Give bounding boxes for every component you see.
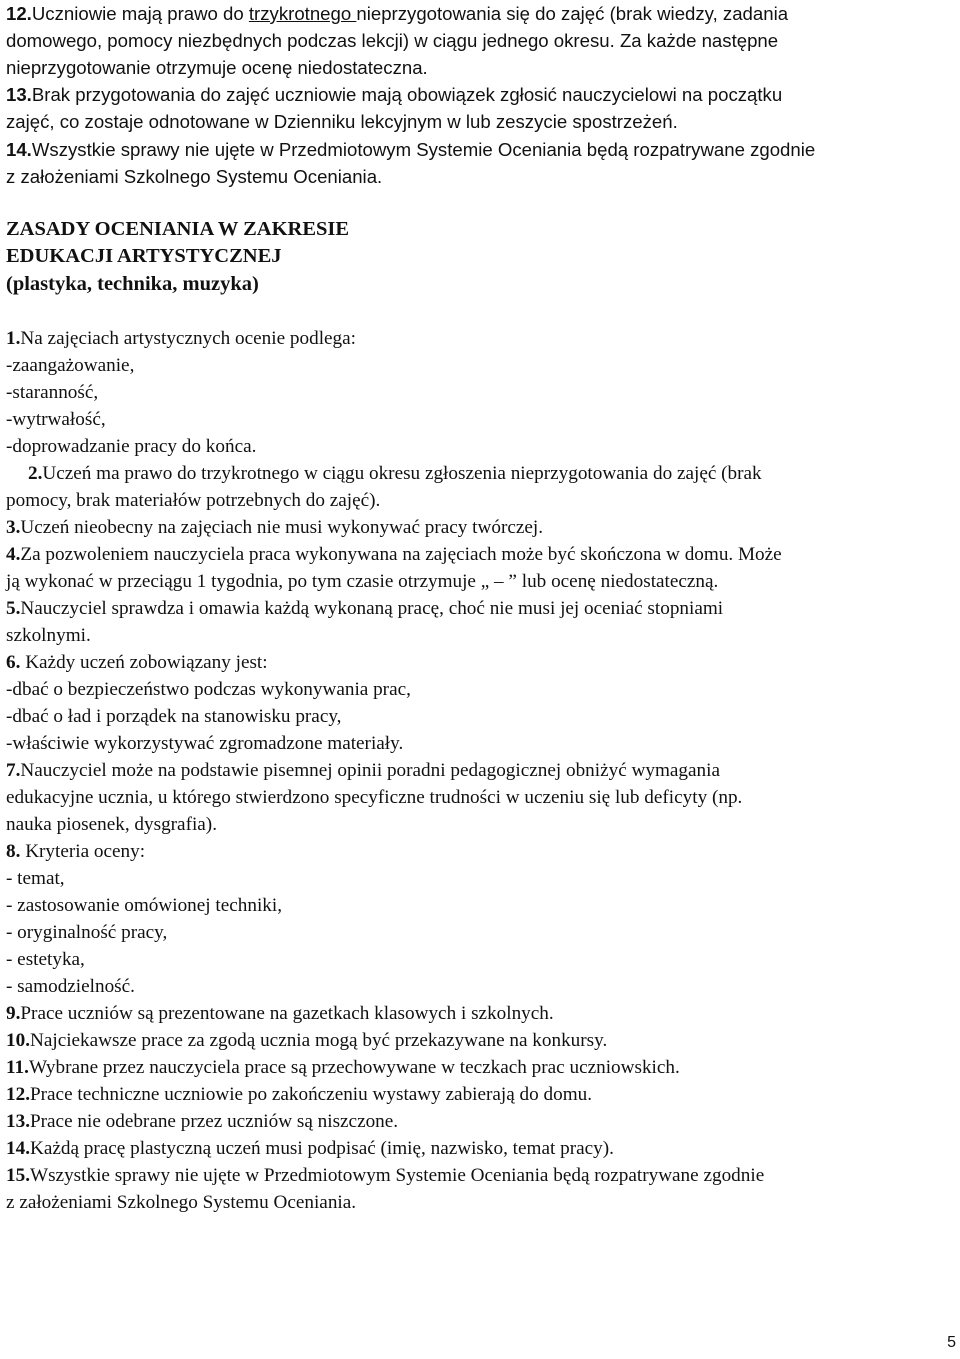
paragraph-13-line-1 bbox=[6, 81, 782, 108]
rule-number: 5. bbox=[6, 598, 21, 619]
rule-8-item: - temat, bbox=[6, 868, 65, 889]
rule-1-item: -staranność, bbox=[6, 382, 99, 403]
rule-number: 10. bbox=[6, 1030, 30, 1051]
paragraph-14-line-2: z założeniami Szkolnego Systemu Oceniania. bbox=[6, 166, 383, 187]
rule-7-line-2: edukacyjne ucznia, u którego stwierdzono specyficzne trudności w uczeniu się lub deficyty (np. bbox=[6, 787, 743, 808]
rule-text: Prace nie odebrane przez uczniów są niszczone. bbox=[29, 1111, 399, 1132]
page-number: 5 bbox=[947, 1334, 956, 1351]
paragraph-text: Wszystkie sprawy nie ujęte w Przedmiotowym Systemie Oceniania będą rozpatrywane zgodnie bbox=[31, 139, 816, 160]
rule-text: Nauczyciel może na podstawie pisemnej opinii poradni pedagogicznej obniżyć wymagania bbox=[20, 760, 720, 781]
rule-2-line-2: pomocy, brak materiałów potrzebnych do zajęć). bbox=[6, 490, 381, 511]
rule-text: Wszystkie sprawy nie ujęte w Przedmiotowym Systemie Oceniania będą rozpatrywane zgodnie bbox=[29, 1165, 765, 1186]
rule-4-line-2: ją wykonać w przeciągu 1 tygodnia, po tym czasie otrzymuje „ – ” lub ocenę niedostateczną. bbox=[6, 571, 719, 592]
rule-8-item: - oryginalność pracy, bbox=[6, 922, 168, 943]
paragraph-text: nieprzygotowania się do zajęć (brak wiedzy, zadania bbox=[356, 3, 789, 24]
rule-13 bbox=[6, 1108, 398, 1135]
rule-4-line-1 bbox=[6, 541, 782, 568]
rule-number: 4. bbox=[6, 544, 21, 565]
section-heading-line-1: ZASADY OCENIANIA W ZAKRESIE bbox=[6, 218, 350, 240]
rule-text: Każdą pracę plastyczną uczeń musi podpisać (imię, nazwisko, temat pracy). bbox=[29, 1138, 614, 1159]
rule-6-item: -właściwie wykorzystywać zgromadzone materiały. bbox=[6, 733, 404, 754]
rule-text: Najciekawsze prace za zgodą ucznia mogą być przekazywane na konkursy. bbox=[29, 1030, 608, 1051]
rule-8-item: - estetyka, bbox=[6, 949, 85, 970]
rule-text: Prace techniczne uczniowie po zakończeniu wystawy zabierają do domu. bbox=[29, 1084, 593, 1105]
rule-10 bbox=[6, 1027, 607, 1054]
rule-7-line-1 bbox=[6, 757, 720, 784]
rule-6 bbox=[6, 649, 268, 676]
rule-15-line-1 bbox=[6, 1162, 764, 1189]
paragraph-text: Uczniowie mają prawo do bbox=[31, 3, 249, 24]
rule-text: Uczeń ma prawo do trzykrotnego w ciągu okresu zgłoszenia nieprzygotowania do zajęć (brak bbox=[42, 463, 762, 484]
rule-8-item: - zastosowanie omówionej techniki, bbox=[6, 895, 283, 916]
rule-number: 2. bbox=[28, 463, 43, 484]
rule-text: Prace uczniów są prezentowane na gazetkach klasowych i szkolnych. bbox=[20, 1003, 554, 1024]
rule-text: Kryteria oceny: bbox=[20, 841, 146, 862]
rule-12 bbox=[6, 1081, 592, 1108]
rule-6-item: -dbać o ład i porządek na stanowisku pracy, bbox=[6, 706, 342, 727]
paragraph-number: 14. bbox=[6, 139, 32, 160]
rule-1 bbox=[6, 325, 356, 352]
rule-number: 12. bbox=[6, 1084, 30, 1105]
rule-number: 3. bbox=[6, 517, 21, 538]
rule-number: 1. bbox=[6, 328, 21, 349]
underlined-text: trzykrotnego bbox=[248, 3, 357, 24]
paragraph-number: 12. bbox=[6, 3, 32, 24]
section-heading-line-2: EDUKACJI ARTYSTYCZNEJ bbox=[6, 245, 282, 267]
rule-number: 8. bbox=[6, 841, 21, 862]
rule-1-item: -zaangażowanie, bbox=[6, 355, 135, 376]
rule-text: Nauczyciel sprawdza i omawia każdą wykonaną pracę, choć nie musi jej oceniać stopniami bbox=[20, 598, 724, 619]
rule-8 bbox=[6, 838, 145, 865]
rule-9 bbox=[6, 1000, 554, 1027]
rule-number: 7. bbox=[6, 760, 21, 781]
rule-14 bbox=[6, 1135, 614, 1162]
rule-number: 14. bbox=[6, 1138, 30, 1159]
rule-text: Na zajęciach artystycznych ocenie podlega: bbox=[20, 328, 356, 349]
rule-5-line-1 bbox=[6, 595, 723, 622]
paragraph-12-line-1 bbox=[6, 0, 788, 27]
rule-15-line-2: z założeniami Szkolnego Systemu Oceniania. bbox=[6, 1192, 357, 1213]
paragraph-number: 13. bbox=[6, 84, 32, 105]
rule-2-line-1 bbox=[28, 460, 762, 487]
paragraph-14-line-1 bbox=[6, 136, 815, 163]
rule-3 bbox=[6, 514, 543, 541]
rule-number: 11. bbox=[6, 1057, 29, 1078]
rule-1-item: -wytrwałość, bbox=[6, 409, 106, 430]
rule-text: Wybrane przez nauczyciela prace są przechowywane w teczkach prac uczniowskich. bbox=[28, 1057, 680, 1078]
rule-5-line-2: szkolnymi. bbox=[6, 625, 91, 646]
rule-number: 15. bbox=[6, 1165, 30, 1186]
rule-number: 9. bbox=[6, 1003, 21, 1024]
paragraph-13-line-2: zajęć, co zostaje odnotowane w Dzienniku lekcyjnym w lub zeszycie spostrzeżeń. bbox=[6, 111, 678, 132]
paragraph-12-line-3: nieprzygotowanie otrzymuje ocenę niedostateczna. bbox=[6, 57, 428, 78]
paragraph-12-line-2: domowego, pomocy niezbędnych podczas lekcji) w ciągu jednego okresu. Za każde następne bbox=[6, 30, 779, 51]
rule-number: 6. bbox=[6, 652, 21, 673]
section-heading-subtitle: (plastyka, technika, muzyka) bbox=[6, 273, 259, 295]
rule-6-item: -dbać o bezpieczeństwo podczas wykonywania prac, bbox=[6, 679, 411, 700]
rule-7-line-3: nauka piosenek, dysgrafia). bbox=[6, 814, 217, 835]
rule-8-item: - samodzielność. bbox=[6, 976, 135, 997]
rule-11 bbox=[6, 1054, 680, 1081]
rule-number: 13. bbox=[6, 1111, 30, 1132]
rule-1-item: -doprowadzanie pracy do końca. bbox=[6, 436, 257, 457]
paragraph-text: Brak przygotowania do zajęć uczniowie mają obowiązek zgłosić nauczycielowi na początku bbox=[31, 84, 783, 105]
rule-text: Uczeń nieobecny na zajęciach nie musi wykonywać pracy twórczej. bbox=[20, 517, 544, 538]
rule-text: Każdy uczeń zobowiązany jest: bbox=[20, 652, 268, 673]
rule-text: Za pozwoleniem nauczyciela praca wykonywana na zajęciach może być skończona w domu. Może bbox=[20, 544, 782, 565]
